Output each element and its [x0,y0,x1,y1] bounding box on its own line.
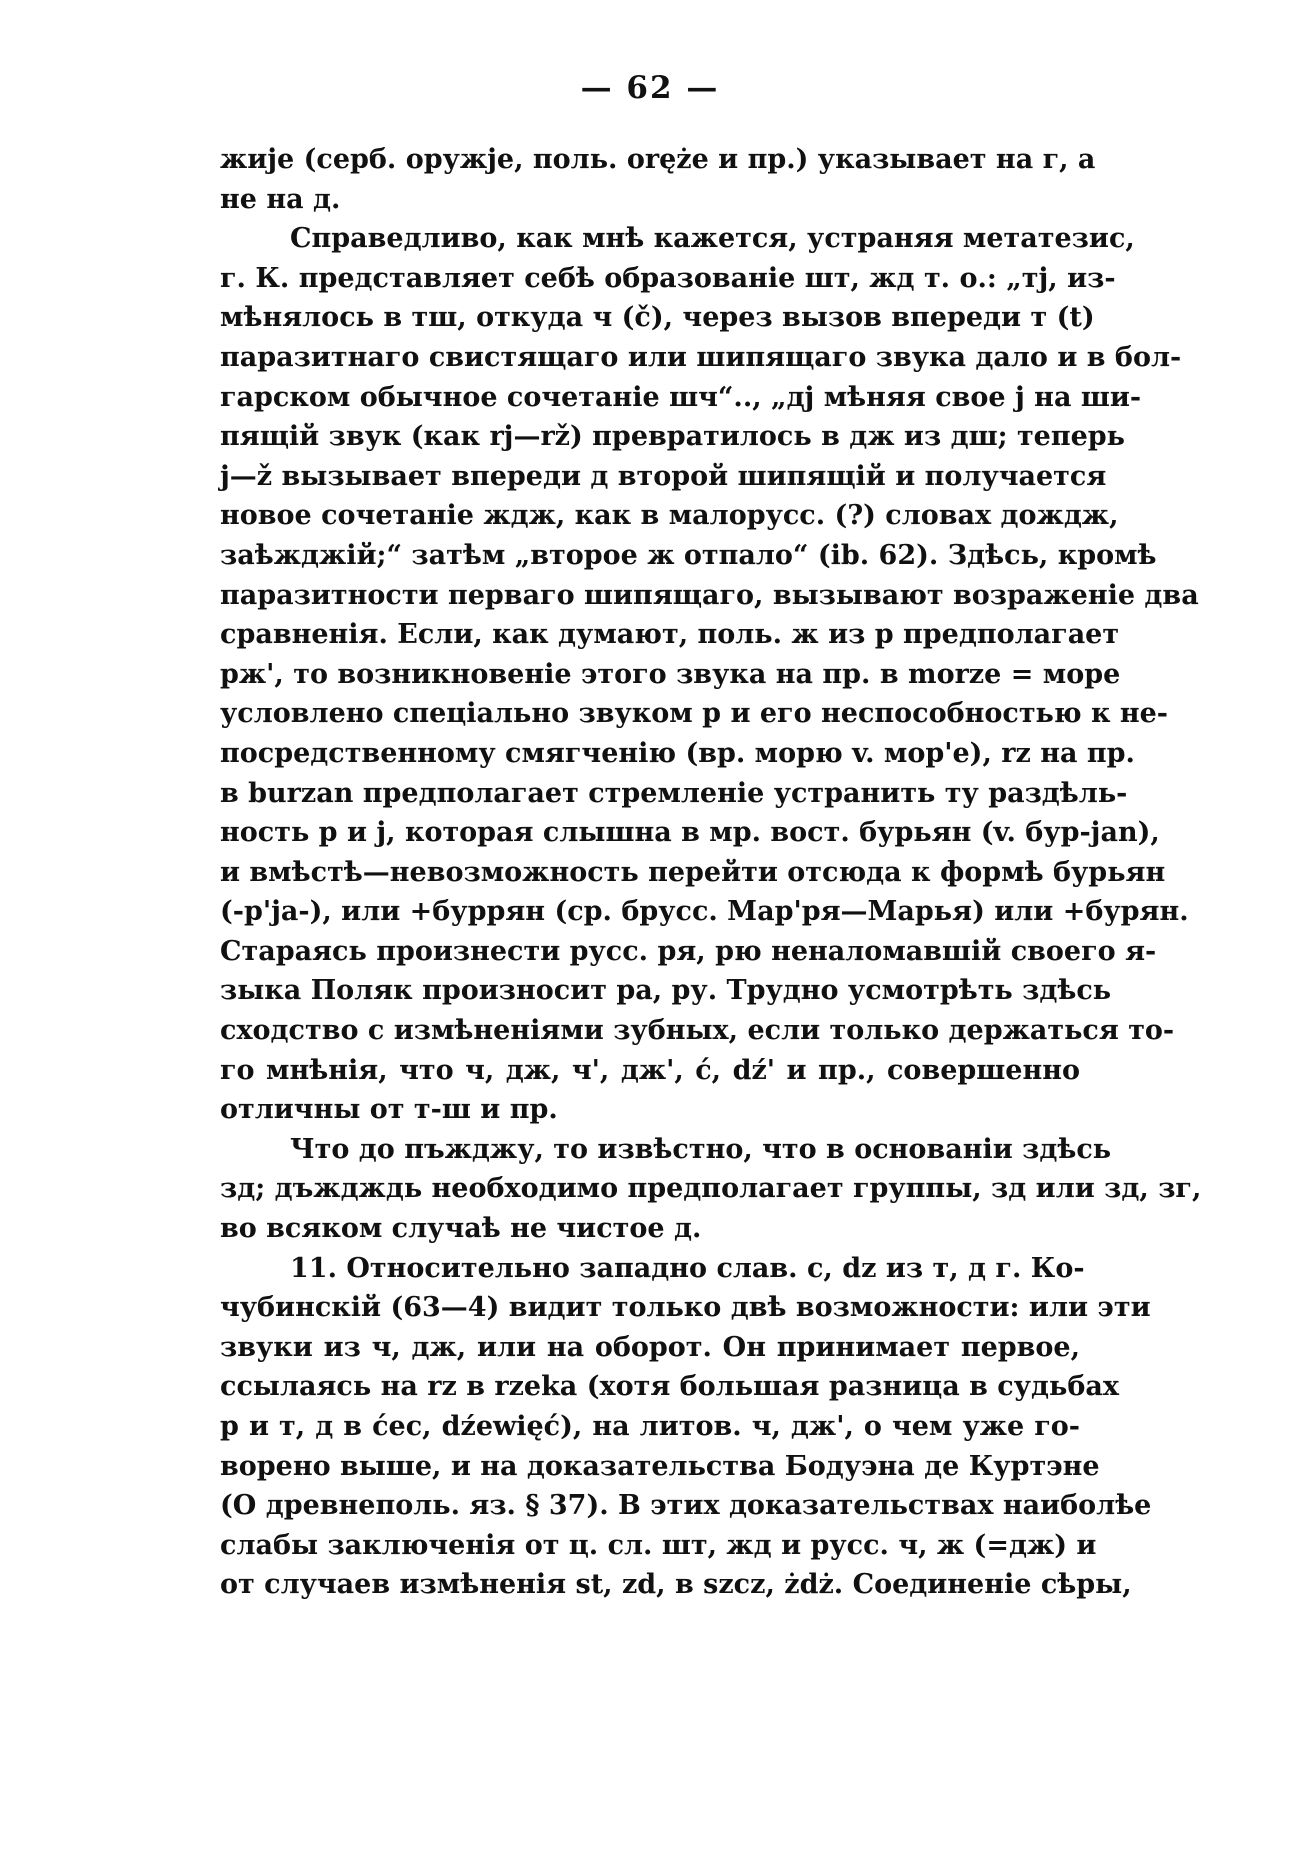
text-line: и вмѣстѣ—невозможность перейти отсюда к формѣ бурьян [220,856,1166,888]
text-line: ворено выше, и на доказательства Бодуэна де Куртэне [220,1450,1100,1482]
text-line: гарском обычное сочетаніе шч“.., „дј мѣняя свое ј на ши- [220,381,1142,413]
text-line: посредственному смягченію (вр. морю v. мор'е), rz на пр. [220,737,1135,769]
text-line: го мнѣнія, что ч, дж, ч', дж', ć, dź' и пр., совершенно [220,1054,1080,1086]
text-line: отличны от т-ш и пр. [220,1094,558,1126]
text-line: (-р'ја-), или +буррян (ср. брусс. Мар'ря—Марья) или +бурян. [220,896,1189,928]
text-line: слабы заключенія от ц. сл. шт, жд и русс. ч, ж (=дж) и [220,1529,1097,1561]
text-line: г. К. представляет себѣ образованіе шт, жд т. о.: „тј, из- [220,262,1116,294]
text-line: Справедливо, как мнѣ кажется, устраняя метатезис, [290,223,1135,255]
text-line: зыка Поляк произносит ра, ру. Трудно усмотрѣть здѣсь [220,975,1112,1007]
text-line: заѣжджій;“ затѣм „второе ж отпало“ (ib. 62). Здѣсь, кромѣ [220,539,1157,571]
text-line: сходство с измѣненіями зубных, если только держаться то- [220,1015,1175,1047]
text-line: ј—ž вызывает впереди д второй шипящій и получается [220,460,1107,492]
text-line: паразитнаго свистящаго или шипящаго звука дало и в бол- [220,341,1182,373]
text-line: в burzan предполагает стремленіе устранить ту раздѣль- [220,777,1128,809]
text-line: чубинскій (63—4) видит только двѣ возможности: или эти [220,1292,1151,1324]
text-line: зд; дъждждь необходимо предполагает группы, зд или зд, зг, [220,1173,1202,1205]
text-line: мѣнялось в тш, откуда ч (č), через вызов впереди т (t) [220,302,1095,334]
text-line: жије (серб. оружје, поль. oręże и пр.) указывает на г, а [220,144,1096,175]
text-line: новое сочетаніе ждж, как в малорусс. (?) словах дождж, [220,500,1119,532]
text-line: р и т, д в ćec, dźewięć), на литов. ч, дж', о чем уже го- [220,1411,1080,1442]
text-line: Что до пъжджу, то извѣстно, что в основаніи здѣсь [290,1133,1112,1165]
text-line: 11. Относительно западно слав. с, dz из т, д г. Ко- [290,1252,1085,1284]
text-line: паразитности перваго шипящаго, вызывают возраженіе два [220,579,1199,611]
text-line: пящій звук (как rј—rž) превратилось в дж из дш; теперь [220,421,1126,453]
text-line: рж', то возникновеніе этого звука на пр. в morze = море [220,658,1121,690]
text-line: Стараясь произнести русс. ря, рю неналомавшій своего я- [220,935,1157,967]
text-line: от случаев измѣненія st, zd, в szcz, żdż. Соединеніе сѣры, [220,1569,1132,1601]
text-block [220,140,1202,1605]
text-line: не на д. [220,183,341,215]
page-number: — 62 — [580,70,720,106]
text-line: ссылаясь на rz в rzeka (хотя большая разница в судьбах [220,1371,1119,1403]
text-line: сравненія. Если, как думают, поль. ж из р предполагает [220,619,1120,651]
text-line: звуки из ч, дж, или на оборот. Он принимает первое, [220,1331,1080,1363]
text-line: (О древнеполь. яз. § 37). В этих доказательствах наиболѣе [220,1490,1152,1522]
text-line: во всяком случаѣ не чистое д. [220,1213,702,1245]
text-line: ность р и ј, которая слышна в мр. вост. бурьян (v. бур-јan), [220,817,1160,849]
text-line: условлено спеціально звуком р и его неспособностью к не- [220,698,1169,730]
